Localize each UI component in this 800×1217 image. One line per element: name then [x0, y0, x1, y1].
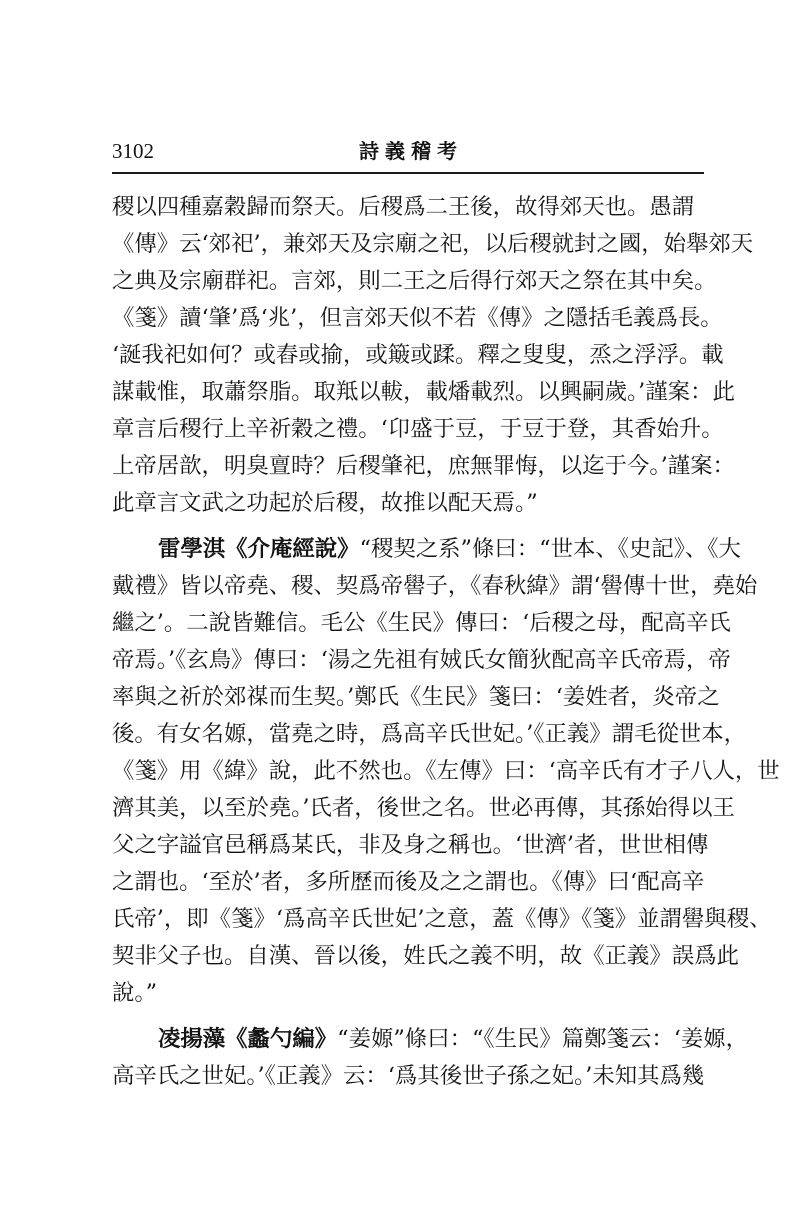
text-line: 章言后稷行上辛祈穀之禮。‘卬盛于豆，于豆于登，其香始升。: [112, 416, 724, 442]
text-line: 率與之祈於郊禖而生契。’鄭氏《生民》箋曰：‘姜姓者，炎帝之: [112, 684, 720, 710]
text-line: 之謂也。‘至於’者，多所歷而後及之之謂也。《傳》曰‘配高辛: [112, 869, 705, 895]
text-line: 高辛氏之世妃。’《正義》云：‘爲其後世子孫之妃。’未知其爲幾: [112, 1063, 705, 1089]
text-line: 此章言文武之功起於后稷，故推以配天焉。”: [112, 490, 538, 516]
text-line: 濟其美，以至於堯。’氏者，後世之名。世必再傳，其孫始得以王: [112, 795, 735, 821]
header-rule: [112, 172, 704, 174]
text-line: 繼之’。二說皆難信。毛公《生民》傳曰：‘后稷之母，配高辛氏: [112, 610, 731, 636]
text-line: 契非父子也。自漢、晉以後，姓氏之義不明，故《正義》誤爲此: [112, 943, 739, 969]
page-header: [112, 138, 702, 168]
text-line: ‘誕我祀如何？或舂或揄，或簸或蹂。釋之叟叟，烝之浮浮。載: [112, 342, 724, 368]
lead-text: “姜嫄”條曰：“《生民》篇鄭箋云：‘姜嫄，: [337, 1026, 749, 1052]
text-line: 戴禮》皆以帝堯、稷、契爲帝嚳子，《春秋緯》謂‘嚳傳十世，堯始: [112, 573, 758, 599]
text-line: 《傳》云‘郊祀’，兼郊天及宗廟之祀，以后稷就封之國，始舉郊天: [112, 231, 754, 257]
text-line: 父之字謚官邑稱爲某氏，非及身之稱也。‘世濟’者，世世相傳: [112, 832, 709, 858]
text-line: 之典及宗廟群祀。言郊，則二王之后得行郊天之祭在其中矣。: [112, 268, 717, 294]
text-line: 後。有女名嫄，當堯之時，爲高辛氏世妃。’《正義》謂毛從世本，: [112, 721, 747, 747]
source-title: 雷學淇《介庵經說》: [158, 536, 360, 562]
text-line: 謀載惟，取蕭祭脂。取羝以軷，載燔載烈。以興嗣歲。’謹案：此: [112, 379, 735, 405]
text-line: 《箋》讀‘肇’爲‘兆’，但言郊天似不若《傳》之隱括毛義爲長。: [112, 305, 723, 331]
text-line: 上帝居歆，明臭亶時？后稷肇祀，庶無罪悔，以迄于今。’謹案：: [112, 453, 735, 479]
running-title: 詩義稽考: [359, 139, 463, 163]
text-line: 氏帝’，即《箋》‘爲高辛氏世妃’之意，蓋《傳》《箋》並謂嚳與稷、: [112, 906, 772, 932]
text-line: 《箋》用《緯》說，此不然也。《左傳》曰：‘高辛氏有才子八人，世: [112, 758, 780, 784]
page-number: 3102: [112, 139, 154, 163]
text-line: 帝焉。’《玄鳥》傳曰：‘湯之先祖有娀氏女簡狄配高辛氏帝焉，帝: [112, 647, 731, 673]
text-line: 說。”: [112, 980, 158, 1006]
text-line: 稷以四種嘉穀歸而祭天。后稷爲二王後，故得郊天也。愚謂: [112, 194, 695, 220]
source-title: 凌揚藻《蠡勺編》: [158, 1026, 338, 1052]
lead-text: “稷契之系”條曰：“世本、《史記》、《大: [359, 536, 741, 562]
paragraph-lead-line: [158, 532, 741, 566]
paragraph-lead-line: [158, 1022, 749, 1056]
